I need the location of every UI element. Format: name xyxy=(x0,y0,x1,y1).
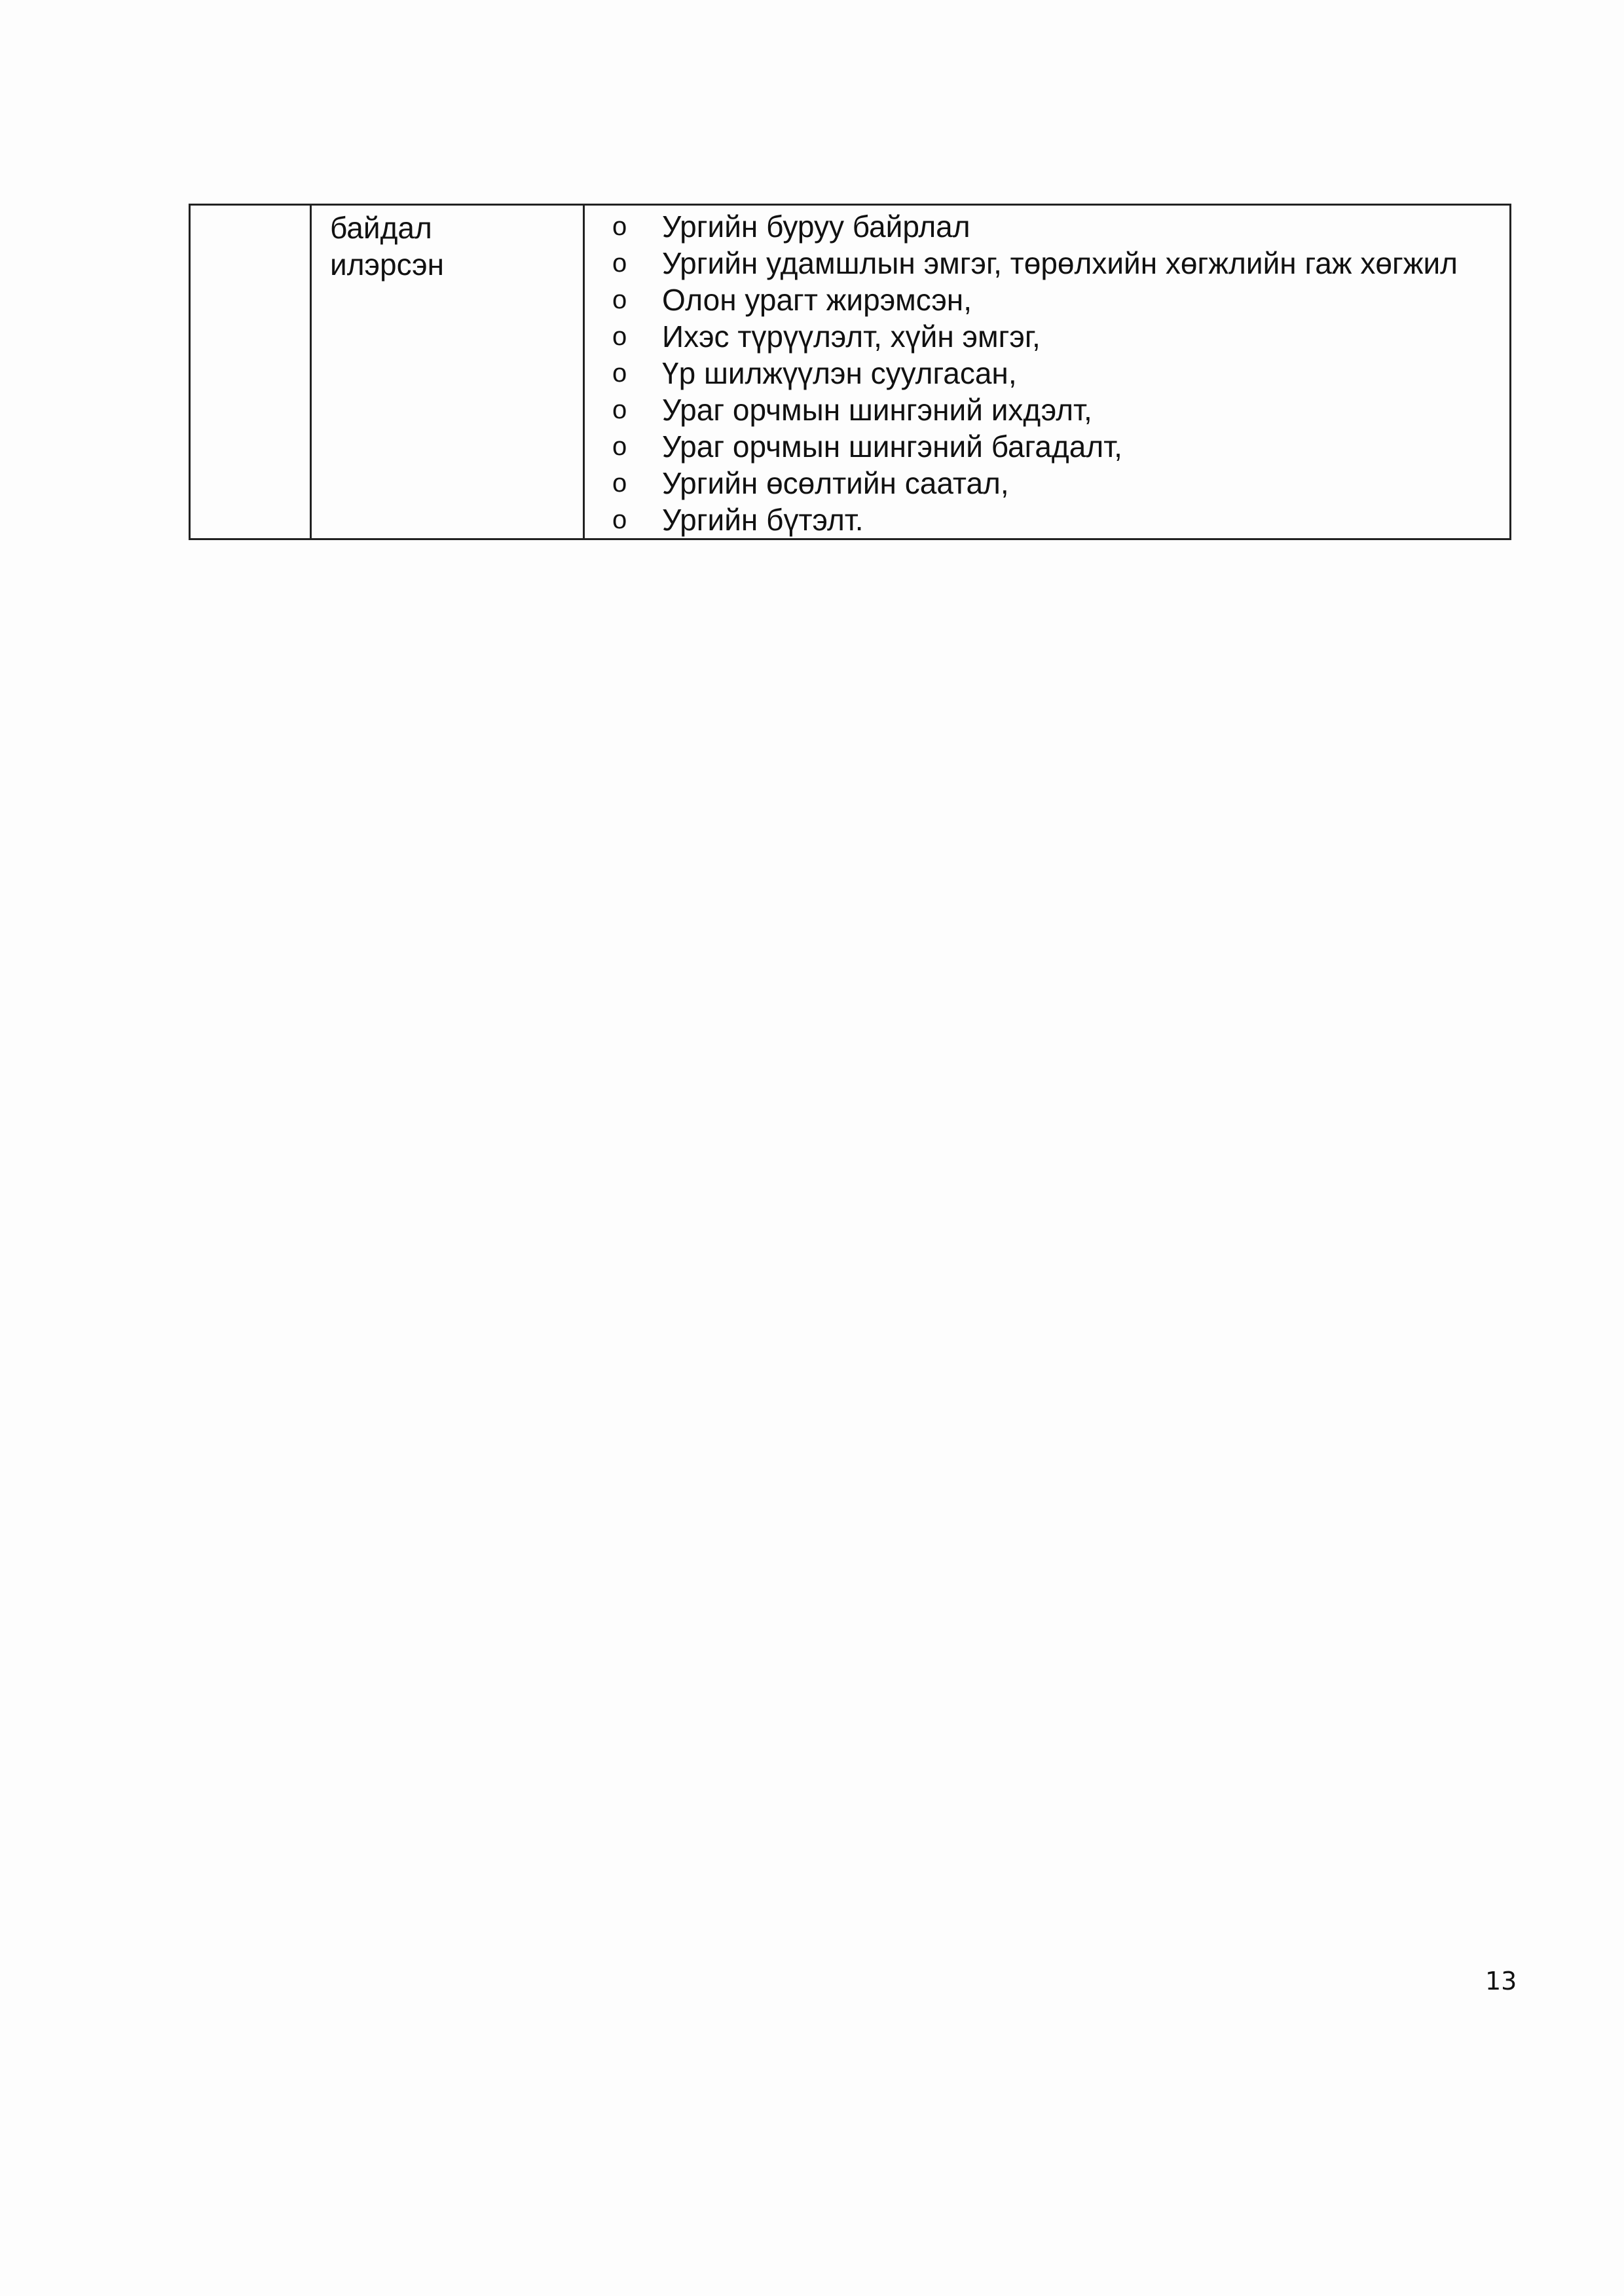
list-item xyxy=(585,282,1498,318)
list-item-text: Ургийн бүтэлт. xyxy=(662,503,864,537)
bullet-icon: o xyxy=(612,469,627,498)
bullet-icon: o xyxy=(612,322,627,351)
table-cell-empty xyxy=(190,205,311,539)
list-item-text: Ургийн буруу байрлал xyxy=(662,210,970,244)
condition-label xyxy=(312,206,583,283)
list-item-text: Ураг орчмын шингэний ихдэлт, xyxy=(662,393,1092,427)
table-cell-findings xyxy=(584,205,1511,539)
list-item-text: Ихэс түрүүлэлт, хүйн эмгэг, xyxy=(662,319,1041,354)
bullet-icon: o xyxy=(612,395,627,424)
list-item-text: Олон урагт жирэмсэн, xyxy=(662,283,972,317)
bullet-icon: o xyxy=(612,359,627,388)
list-item xyxy=(585,355,1498,392)
bullet-icon: o xyxy=(612,505,627,534)
condition-label-line: байдал xyxy=(330,211,432,245)
page-number: 13 xyxy=(1485,1967,1517,1995)
list-item xyxy=(585,208,1498,245)
list-item-text: Ураг орчмын шингэний багадалт, xyxy=(662,429,1122,464)
list-item xyxy=(585,501,1498,538)
list-item xyxy=(585,245,1498,282)
table-cell-condition xyxy=(311,205,584,539)
list-item xyxy=(585,428,1498,465)
findings-list xyxy=(585,206,1509,538)
condition-label-line: илэрсэн xyxy=(330,247,444,282)
bullet-icon: o xyxy=(612,432,627,461)
list-item xyxy=(585,318,1498,355)
bullet-icon: o xyxy=(612,285,627,314)
bullet-icon: o xyxy=(612,249,627,278)
table-row xyxy=(190,205,1511,539)
list-item-text: Үр шилжүүлэн суулгасан, xyxy=(662,356,1017,390)
list-item xyxy=(585,465,1498,501)
continuation-table xyxy=(189,204,1511,540)
list-item-text: Ургийн удамшлын эмгэг, төрөлхийн хөгжлийн гаж хөгжил xyxy=(662,246,1458,280)
list-item xyxy=(585,392,1498,428)
bullet-icon: o xyxy=(612,212,627,241)
list-item-text: Ургийн өсөлтийн саатал, xyxy=(662,466,1009,500)
